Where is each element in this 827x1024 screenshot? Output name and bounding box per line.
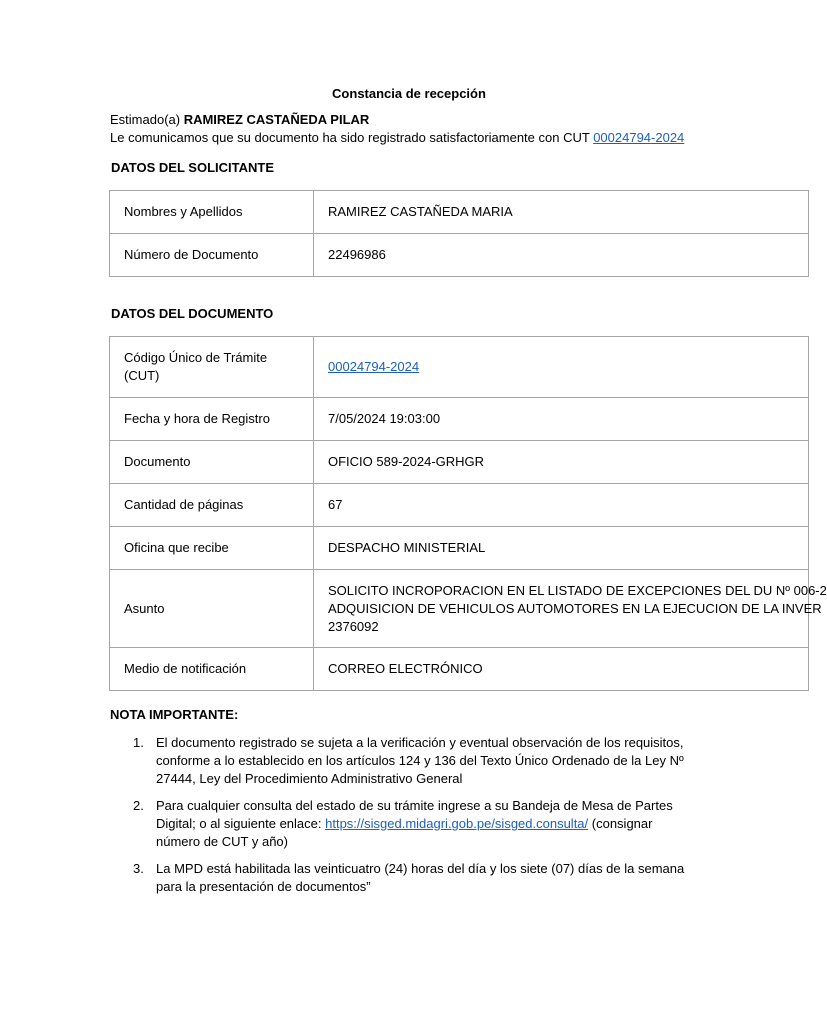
list-number: 2. [133, 798, 144, 813]
field-label: Medio de notificación [110, 648, 314, 691]
cut-link[interactable]: 00024794-2024 [593, 130, 685, 145]
solicitante-heading: DATOS DEL SOLICITANTE [111, 160, 274, 175]
list-text: El documento registrado se sujeta a la verificación y eventual observación de los requisitos, conforme a lo establecido en los artículos 124 y 136 del Texto Único Ordenado de la Ley Nº 27444, Ley del Procedimiento Administrativo General [156, 735, 684, 786]
greeting-prefix: Estimado(a) [110, 112, 184, 127]
field-label: Oficina que recibe [110, 527, 314, 570]
list-item [110, 860, 690, 896]
cut-value-link[interactable]: 00024794-2024 [328, 359, 420, 374]
table-row [110, 191, 809, 234]
field-value: OFICIO 589-2024-GRHGR [314, 441, 809, 484]
intro-message: Le comunicamos que su documento ha sido registrado satisfactoriamente con CUT [110, 130, 594, 145]
table-row [110, 570, 809, 648]
field-label: Fecha y hora de Registro [110, 398, 314, 441]
field-value: 67 [314, 484, 809, 527]
field-label: Documento [110, 441, 314, 484]
greeting [110, 112, 369, 127]
nota-heading: NOTA IMPORTANTE: [110, 707, 239, 722]
table-row [110, 484, 809, 527]
list-text: Para cualquier consulta del estado de su trámite ingrese a su Bandeja de Mesa de Partes Digital; o al siguiente enlace: [156, 798, 673, 831]
list-number: 3. [133, 861, 144, 876]
list-item [110, 797, 690, 851]
field-label: Número de Documento [110, 234, 314, 277]
consulta-link[interactable]: https://sisged.midagri.gob.pe/sisged.consulta/ [325, 816, 589, 831]
documento-table [109, 336, 827, 691]
field-label: Nombres y Apellidos [110, 191, 314, 234]
field-value [314, 570, 827, 648]
table-row [110, 527, 809, 570]
field-value: DESPACHO MINISTERIAL [314, 527, 809, 570]
list-number: 1. [133, 735, 144, 750]
list-text: La MPD está habilitada las veinticuatro (24) horas del día y los siete (07) días de la semana para la presentación de documentos” [156, 861, 685, 894]
field-label: Código Único de Trámite (CUT) [110, 337, 314, 398]
recipient-name: RAMIREZ CASTAÑEDA PILAR [183, 112, 370, 127]
field-label: Cantidad de páginas [110, 484, 314, 527]
field-value: RAMIREZ CASTAÑEDA MARIA [314, 191, 809, 234]
documento-heading: DATOS DEL DOCUMENTO [111, 306, 274, 321]
table-row [110, 648, 809, 691]
field-label: Asunto [110, 570, 314, 648]
field-value: 7/05/2024 19:03:00 [314, 398, 809, 441]
table-row [110, 441, 809, 484]
field-value [314, 337, 809, 398]
asunto-line: 2376092 [328, 618, 379, 634]
nota-list [110, 734, 690, 905]
table-row [110, 234, 809, 277]
table-row [110, 398, 809, 441]
asunto-line: ADQUISICION DE VEHICULOS AUTOMOTORES EN LA EJECUCION DE LA INVER [328, 600, 822, 616]
field-value: CORREO ELECTRÓNICO [314, 648, 809, 691]
solicitante-table [109, 190, 809, 277]
intro-text [110, 130, 684, 145]
table-row [110, 337, 809, 398]
list-text: (consignar número de CUT y año) [156, 816, 653, 849]
field-value: 22496986 [314, 234, 809, 277]
page-title: Constancia de recepción [332, 86, 486, 101]
asunto-line: SOLICITO INCROPORACION EN EL LISTADO DE EXCEPCIONES DEL DU Nº 006-2 [328, 582, 827, 598]
list-item [110, 734, 690, 788]
